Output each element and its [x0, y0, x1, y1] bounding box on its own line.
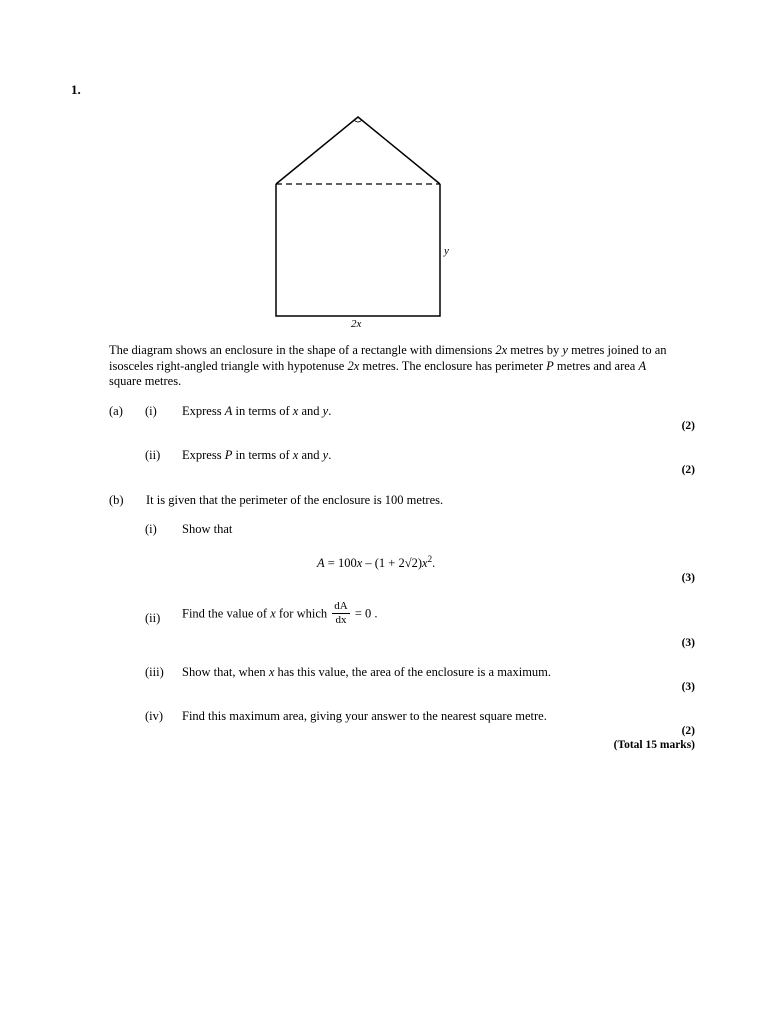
part-a-ii-label: (ii) [145, 448, 161, 462]
derivative-fraction: $\frac{dA}{dx}$ [334, 600, 348, 626]
part-a-ii-text: Express P in terms of x and y. [182, 448, 332, 462]
part-b-i-text: Show that [182, 522, 233, 536]
part-b-iii-marks: (3) [681, 681, 695, 693]
part-b-iv-text: Find this maximum area, giving your answer to the nearest square metre. [182, 709, 547, 723]
part-b-label: (b) [109, 493, 124, 507]
total-marks: (Total 15 marks) [613, 739, 695, 751]
enclosure-diagram [0, 0, 768, 340]
part-a-label: (a) [109, 404, 123, 418]
intro-paragraph: The diagram shows an enclosure in the shape of a rectangle with dimensions 2x metres by y metres joined to an isosceles right-angled triangle with hypotenuse 2x metres. The enclosure has perimeter P metres and area A square metres. [109, 343, 667, 388]
part-b-ii-text: Find the value of x for which $\frac{dA}{dx}$ = 0 . [182, 600, 378, 626]
part-b-statement: It is given that the perimeter of the enclosure is 100 metres. [146, 493, 444, 507]
part-a-i-label: (i) [145, 404, 157, 418]
part-a-i-text: Express A in terms of x and y. [182, 404, 332, 418]
rectangle-sides [276, 184, 440, 316]
label-2x: 2x [351, 318, 362, 330]
right-angle-mark [354, 120, 362, 122]
part-a-ii-marks: (2) [681, 464, 695, 476]
area-formula: $A = 100x - (1 + 2√2)x^2$. [317, 554, 436, 571]
part-b-ii-marks: (3) [681, 637, 695, 649]
part-b-iii-text: Show that, when x has this value, the area of the enclosure is a maximum. [182, 665, 552, 679]
part-b-iv-marks: (2) [681, 725, 695, 737]
part-b-i-marks: (3) [681, 572, 695, 584]
label-y: y [444, 245, 449, 257]
part-b-iii-label: (iii) [145, 665, 164, 679]
part-b-ii-label: (ii) [145, 611, 161, 625]
part-a-i-marks: (2) [681, 420, 695, 432]
question-number: 1. [71, 82, 81, 97]
part-b-iv-label: (iv) [145, 709, 164, 723]
triangle-sides [276, 117, 440, 184]
part-b-i-label: (i) [145, 522, 157, 536]
